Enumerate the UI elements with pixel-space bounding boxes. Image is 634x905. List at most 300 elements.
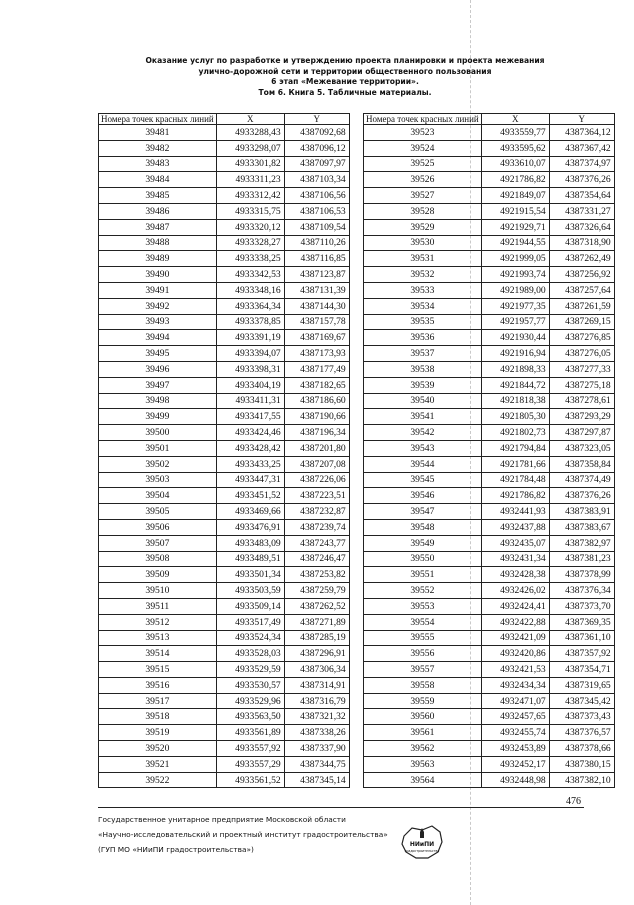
- header-y: Y: [284, 114, 349, 125]
- institute-logo-icon: [398, 822, 446, 862]
- header-line-3: 6 этап «Межевание территории».: [271, 77, 419, 87]
- cell-x: 4933328,27: [216, 235, 284, 251]
- cell-x: 4933424,46: [216, 425, 284, 441]
- cell-y: 4387383,67: [549, 519, 614, 535]
- table-row: [364, 756, 615, 772]
- cell-y: 4387271,89: [284, 614, 349, 630]
- table-row: [364, 409, 615, 425]
- cell-point-number: 39493: [99, 314, 217, 330]
- cell-y: 4387157,78: [284, 314, 349, 330]
- cell-x: 4933469,66: [216, 504, 284, 520]
- cell-y: 4387278,61: [549, 393, 614, 409]
- table-row: [99, 519, 350, 535]
- cell-x: 4932421,09: [481, 630, 549, 646]
- coordinates-body-right: [364, 125, 615, 788]
- cell-x: 4932424,41: [481, 598, 549, 614]
- cell-y: 4387318,90: [549, 235, 614, 251]
- table-row: [364, 361, 615, 377]
- cell-point-number: 39487: [99, 219, 217, 235]
- table-row: [364, 646, 615, 662]
- cell-y: 4387326,64: [549, 219, 614, 235]
- cell-point-number: 39562: [364, 741, 482, 757]
- cell-x: 4932428,38: [481, 567, 549, 583]
- cell-x: 4933288,43: [216, 125, 284, 141]
- cell-point-number: 39532: [364, 267, 482, 283]
- table-row: [364, 614, 615, 630]
- table-row: [364, 535, 615, 551]
- cell-point-number: 39482: [99, 140, 217, 156]
- cell-y: 4387259,79: [284, 583, 349, 599]
- cell-x: 4932422,88: [481, 614, 549, 630]
- cell-x: 4921786,82: [481, 488, 549, 504]
- cell-point-number: 39486: [99, 203, 217, 219]
- table-row: [364, 393, 615, 409]
- cell-y: 4387382,10: [549, 772, 614, 788]
- table-row: [364, 472, 615, 488]
- cell-x: 4933529,59: [216, 662, 284, 678]
- table-row: [364, 519, 615, 535]
- cell-y: 4387331,27: [549, 203, 614, 219]
- table-row: [99, 330, 350, 346]
- cell-y: 4387369,35: [549, 614, 614, 630]
- table-row: [99, 203, 350, 219]
- cell-x: 4932452,17: [481, 756, 549, 772]
- table-row: [364, 440, 615, 456]
- cell-point-number: 39551: [364, 567, 482, 583]
- cell-y: 4387223,51: [284, 488, 349, 504]
- cell-point-number: 39510: [99, 583, 217, 599]
- cell-point-number: 39537: [364, 346, 482, 362]
- cell-x: 4933524,34: [216, 630, 284, 646]
- table-row: [99, 251, 350, 267]
- table-row: [364, 140, 615, 156]
- cell-x: 4921794,84: [481, 440, 549, 456]
- cell-point-number: 39513: [99, 630, 217, 646]
- table-row: [99, 725, 350, 741]
- cell-y: 4387367,42: [549, 140, 614, 156]
- cell-x: 4933451,52: [216, 488, 284, 504]
- cell-y: 4387337,90: [284, 741, 349, 757]
- cell-x: 4933298,07: [216, 140, 284, 156]
- cell-x: 4921915,54: [481, 203, 549, 219]
- cell-point-number: 39544: [364, 456, 482, 472]
- cell-point-number: 39538: [364, 361, 482, 377]
- cell-x: 4933338,25: [216, 251, 284, 267]
- table-row: [99, 125, 350, 141]
- cell-point-number: 39496: [99, 361, 217, 377]
- cell-y: 4387358,84: [549, 456, 614, 472]
- cell-y: 4387319,65: [549, 677, 614, 693]
- cell-y: 4387092,68: [284, 125, 349, 141]
- header-point-number: Номера точек красных линий: [364, 114, 482, 125]
- cell-x: 4932434,34: [481, 677, 549, 693]
- cell-x: 4921805,30: [481, 409, 549, 425]
- cell-y: 4387296,91: [284, 646, 349, 662]
- cell-x: 4933561,52: [216, 772, 284, 788]
- cell-point-number: 39515: [99, 662, 217, 678]
- cell-y: 4387173,93: [284, 346, 349, 362]
- cell-point-number: 39514: [99, 646, 217, 662]
- cell-point-number: 39497: [99, 377, 217, 393]
- table-row: [99, 567, 350, 583]
- cell-x: 4932457,65: [481, 709, 549, 725]
- table-header-row: [99, 114, 350, 125]
- cell-point-number: 39494: [99, 330, 217, 346]
- cell-x: 4933364,34: [216, 298, 284, 314]
- table-row: [99, 346, 350, 362]
- cell-y: 4387376,34: [549, 583, 614, 599]
- cell-point-number: 39547: [364, 504, 482, 520]
- table-row: [364, 282, 615, 298]
- cell-y: 4387106,53: [284, 203, 349, 219]
- cell-x: 4933483,09: [216, 535, 284, 551]
- cell-y: 4387285,19: [284, 630, 349, 646]
- cell-y: 4387131,39: [284, 282, 349, 298]
- cell-point-number: 39523: [364, 125, 482, 141]
- table-row: [364, 567, 615, 583]
- document-header: [130, 56, 560, 98]
- cell-x: 4933433,25: [216, 456, 284, 472]
- cell-x: 4933530,57: [216, 677, 284, 693]
- table-row: [364, 172, 615, 188]
- cell-x: 4932426,02: [481, 583, 549, 599]
- cell-point-number: 39564: [364, 772, 482, 788]
- table-row: [99, 535, 350, 551]
- table-row: [364, 488, 615, 504]
- cell-x: 4933557,92: [216, 741, 284, 757]
- cell-y: 4387364,12: [549, 125, 614, 141]
- header-line-1: Оказание услуг по разработке и утверждению проекта планировки и проекта межевания: [145, 56, 545, 65]
- cell-point-number: 39541: [364, 409, 482, 425]
- cell-x: 4921916,94: [481, 346, 549, 362]
- footer-rule: [98, 807, 584, 808]
- cell-y: 4387169,67: [284, 330, 349, 346]
- cell-y: 4387361,10: [549, 630, 614, 646]
- cell-y: 4387378,66: [549, 741, 614, 757]
- cell-x: 4933557,29: [216, 756, 284, 772]
- cell-y: 4387116,85: [284, 251, 349, 267]
- cell-x: 4921849,07: [481, 188, 549, 204]
- cell-y: 4387261,59: [549, 298, 614, 314]
- cell-point-number: 39526: [364, 172, 482, 188]
- cell-x: 4933342,53: [216, 267, 284, 283]
- table-row: [364, 267, 615, 283]
- cell-point-number: 39552: [364, 583, 482, 599]
- table-row: [99, 677, 350, 693]
- table-row: [364, 314, 615, 330]
- table-row: [364, 709, 615, 725]
- cell-x: 4933517,49: [216, 614, 284, 630]
- cell-point-number: 39524: [364, 140, 482, 156]
- cell-x: 4933428,42: [216, 440, 284, 456]
- cell-point-number: 39520: [99, 741, 217, 757]
- cell-y: 4387376,57: [549, 725, 614, 741]
- cell-x: 4921929,71: [481, 219, 549, 235]
- cell-point-number: 39504: [99, 488, 217, 504]
- table-row: [99, 393, 350, 409]
- table-row: [364, 298, 615, 314]
- cell-x: 4933501,34: [216, 567, 284, 583]
- footer-line-3: (ГУП МО «НИиПИ градостроительства»): [98, 845, 254, 854]
- cell-x: 4932448,98: [481, 772, 549, 788]
- cell-y: 4387373,43: [549, 709, 614, 725]
- table-row: [364, 504, 615, 520]
- cell-y: 4387321,32: [284, 709, 349, 725]
- cell-point-number: 39507: [99, 535, 217, 551]
- cell-point-number: 39512: [99, 614, 217, 630]
- cell-y: 4387354,64: [549, 188, 614, 204]
- cell-point-number: 39554: [364, 614, 482, 630]
- cell-point-number: 39550: [364, 551, 482, 567]
- cell-y: 4387275,18: [549, 377, 614, 393]
- cell-y: 4387345,14: [284, 772, 349, 788]
- cell-y: 4387374,97: [549, 156, 614, 172]
- cell-x: 4933528,03: [216, 646, 284, 662]
- table-row: [364, 693, 615, 709]
- cell-point-number: 39495: [99, 346, 217, 362]
- table-row: [364, 203, 615, 219]
- table-row: [99, 662, 350, 678]
- table-row: [99, 314, 350, 330]
- cell-x: 4933398,31: [216, 361, 284, 377]
- cell-x: 4932421,53: [481, 662, 549, 678]
- footer-line-2: «Научно-исследовательский и проектный институт градостроительства»: [98, 830, 388, 839]
- cell-point-number: 39555: [364, 630, 482, 646]
- table-row: [99, 235, 350, 251]
- cell-point-number: 39561: [364, 725, 482, 741]
- table-row: [99, 440, 350, 456]
- cell-y: 4387376,26: [549, 172, 614, 188]
- cell-point-number: 39529: [364, 219, 482, 235]
- cell-y: 4387276,85: [549, 330, 614, 346]
- cell-y: 4387316,79: [284, 693, 349, 709]
- cell-x: 4932431,34: [481, 551, 549, 567]
- cell-point-number: 39553: [364, 598, 482, 614]
- cell-point-number: 39502: [99, 456, 217, 472]
- table-row: [99, 156, 350, 172]
- header-x: X: [481, 114, 549, 125]
- cell-y: 4387239,74: [284, 519, 349, 535]
- table-row: [364, 551, 615, 567]
- table-row: [99, 630, 350, 646]
- cell-y: 4387373,70: [549, 598, 614, 614]
- cell-y: 4387306,34: [284, 662, 349, 678]
- cell-point-number: 39535: [364, 314, 482, 330]
- cell-point-number: 39506: [99, 519, 217, 535]
- cell-x: 4933447,31: [216, 472, 284, 488]
- cell-point-number: 39483: [99, 156, 217, 172]
- cell-y: 4387190,66: [284, 409, 349, 425]
- table-row: [364, 662, 615, 678]
- cell-y: 4387196,34: [284, 425, 349, 441]
- cell-y: 4387383,91: [549, 504, 614, 520]
- cell-point-number: 39485: [99, 188, 217, 204]
- cell-x: 4933563,50: [216, 709, 284, 725]
- cell-point-number: 39503: [99, 472, 217, 488]
- cell-y: 4387344,75: [284, 756, 349, 772]
- cell-point-number: 39489: [99, 251, 217, 267]
- cell-x: 4933610,07: [481, 156, 549, 172]
- cell-point-number: 39509: [99, 567, 217, 583]
- cell-point-number: 39545: [364, 472, 482, 488]
- cell-point-number: 39488: [99, 235, 217, 251]
- cell-point-number: 39528: [364, 203, 482, 219]
- cell-point-number: 39540: [364, 393, 482, 409]
- cell-x: 4933312,42: [216, 188, 284, 204]
- cell-x: 4921786,82: [481, 172, 549, 188]
- cell-point-number: 39548: [364, 519, 482, 535]
- table-row: [99, 504, 350, 520]
- cell-y: 4387276,05: [549, 346, 614, 362]
- cell-x: 4933561,89: [216, 725, 284, 741]
- table-row: [364, 156, 615, 172]
- cell-point-number: 39511: [99, 598, 217, 614]
- cell-point-number: 39521: [99, 756, 217, 772]
- table-row: [364, 125, 615, 141]
- cell-point-number: 39491: [99, 282, 217, 298]
- cell-x: 4921993,74: [481, 267, 549, 283]
- cell-point-number: 39498: [99, 393, 217, 409]
- header-line-2: улично-дорожной сети и территории общественного пользования: [198, 66, 492, 76]
- table-row: [364, 741, 615, 757]
- table-row: [364, 188, 615, 204]
- table-row: [99, 188, 350, 204]
- cell-x: 4932441,93: [481, 504, 549, 520]
- cell-point-number: 39501: [99, 440, 217, 456]
- cell-x: 4921781,66: [481, 456, 549, 472]
- header-x: X: [216, 114, 284, 125]
- cell-y: 4387380,15: [549, 756, 614, 772]
- cell-y: 4387103,34: [284, 172, 349, 188]
- table-row: [364, 346, 615, 362]
- header-point-number: Номера точек красных линий: [99, 114, 217, 125]
- cell-point-number: 39522: [99, 772, 217, 788]
- table-row: [364, 630, 615, 646]
- cell-y: 4387177,49: [284, 361, 349, 377]
- table-row: [99, 282, 350, 298]
- cell-point-number: 39525: [364, 156, 482, 172]
- cell-y: 4387110,26: [284, 235, 349, 251]
- coordinates-table-left: [98, 113, 350, 788]
- cell-x: 4933529,96: [216, 693, 284, 709]
- cell-y: 4387226,06: [284, 472, 349, 488]
- table-row: [99, 219, 350, 235]
- cell-point-number: 39556: [364, 646, 482, 662]
- table-row: [364, 235, 615, 251]
- cell-x: 4933348,16: [216, 282, 284, 298]
- table-row: [99, 646, 350, 662]
- cell-point-number: 39492: [99, 298, 217, 314]
- cell-y: 4387293,29: [549, 409, 614, 425]
- cell-y: 4387106,56: [284, 188, 349, 204]
- cell-point-number: 39560: [364, 709, 482, 725]
- cell-y: 4387354,71: [549, 662, 614, 678]
- cell-x: 4933378,85: [216, 314, 284, 330]
- cell-y: 4387201,80: [284, 440, 349, 456]
- cell-y: 4387381,23: [549, 551, 614, 567]
- cell-point-number: 39549: [364, 535, 482, 551]
- table-row: [99, 267, 350, 283]
- cell-y: 4387297,87: [549, 425, 614, 441]
- cell-x: 4932471,07: [481, 693, 549, 709]
- cell-x: 4933503,59: [216, 583, 284, 599]
- cell-y: 4387269,15: [549, 314, 614, 330]
- cell-y: 4387376,26: [549, 488, 614, 504]
- cell-y: 4387109,54: [284, 219, 349, 235]
- table-row: [364, 725, 615, 741]
- cell-y: 4387256,92: [549, 267, 614, 283]
- table-row: [99, 488, 350, 504]
- table-row: [364, 583, 615, 599]
- cell-point-number: 39490: [99, 267, 217, 283]
- cell-y: 4387096,12: [284, 140, 349, 156]
- table-row: [364, 456, 615, 472]
- table-row: [99, 583, 350, 599]
- table-row: [99, 709, 350, 725]
- header-line-4: Том 6. Книга 5. Табличные материалы.: [258, 87, 432, 97]
- cell-x: 4933489,51: [216, 551, 284, 567]
- table-row: [99, 361, 350, 377]
- cell-x: 4921957,77: [481, 314, 549, 330]
- table-row: [99, 172, 350, 188]
- table-row: [99, 772, 350, 788]
- cell-y: 4387277,33: [549, 361, 614, 377]
- cell-y: 4387345,42: [549, 693, 614, 709]
- cell-point-number: 39531: [364, 251, 482, 267]
- coordinates-body-left: [99, 125, 350, 788]
- cell-x: 4932420,86: [481, 646, 549, 662]
- logo-text-bottom: градостроительства: [404, 849, 440, 853]
- cell-point-number: 39534: [364, 298, 482, 314]
- logo-text-top: НИиПИ: [409, 841, 435, 848]
- header-y: Y: [549, 114, 614, 125]
- cell-point-number: 39527: [364, 188, 482, 204]
- cell-x: 4932435,07: [481, 535, 549, 551]
- cell-y: 4387186,60: [284, 393, 349, 409]
- cell-x: 4921944,55: [481, 235, 549, 251]
- cell-point-number: 39484: [99, 172, 217, 188]
- cell-y: 4387262,49: [549, 251, 614, 267]
- cell-y: 4387262,52: [284, 598, 349, 614]
- table-row: [364, 219, 615, 235]
- cell-y: 4387382,97: [549, 535, 614, 551]
- cell-y: 4387378,99: [549, 567, 614, 583]
- cell-x: 4933509,14: [216, 598, 284, 614]
- cell-y: 4387097,97: [284, 156, 349, 172]
- cell-point-number: 39505: [99, 504, 217, 520]
- cell-x: 4933311,23: [216, 172, 284, 188]
- cell-x: 4933404,19: [216, 377, 284, 393]
- table-row: [99, 756, 350, 772]
- cell-point-number: 39481: [99, 125, 217, 141]
- cell-point-number: 39543: [364, 440, 482, 456]
- table-row: [99, 377, 350, 393]
- cell-point-number: 39518: [99, 709, 217, 725]
- cell-x: 4921999,05: [481, 251, 549, 267]
- table-row: [364, 425, 615, 441]
- cell-y: 4387323,05: [549, 440, 614, 456]
- cell-x: 4921802,73: [481, 425, 549, 441]
- cell-point-number: 39539: [364, 377, 482, 393]
- cell-x: 4933391,19: [216, 330, 284, 346]
- cell-x: 4921784,48: [481, 472, 549, 488]
- cell-y: 4387144,30: [284, 298, 349, 314]
- cell-y: 4387257,64: [549, 282, 614, 298]
- table-row: [99, 598, 350, 614]
- cell-y: 4387246,47: [284, 551, 349, 567]
- cell-point-number: 39559: [364, 693, 482, 709]
- cell-point-number: 39546: [364, 488, 482, 504]
